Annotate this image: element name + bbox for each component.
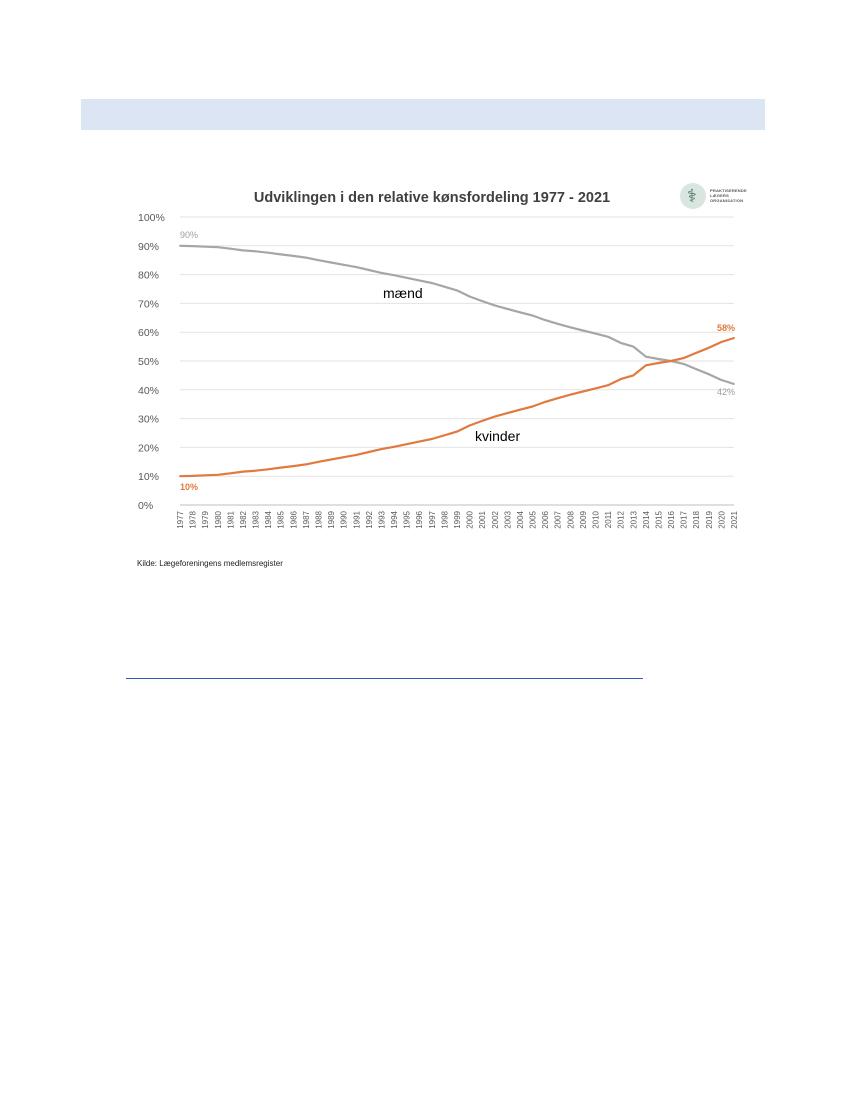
data-point	[204, 246, 206, 248]
data-point	[506, 308, 508, 310]
data-point	[255, 470, 257, 472]
x-tick-label: 2018	[692, 511, 702, 529]
data-point	[292, 465, 294, 467]
y-tick-label: 40%	[138, 384, 160, 397]
y-tick-label: 10%	[138, 471, 160, 484]
data-point	[267, 252, 269, 254]
x-tick-label: 1979	[201, 511, 211, 529]
x-tick-label: 2017	[679, 511, 689, 529]
data-point	[658, 358, 660, 360]
x-tick-label: 2011	[604, 511, 614, 529]
data-point	[620, 342, 622, 344]
x-tick-label: 1980	[213, 511, 223, 529]
data-point	[481, 420, 483, 422]
data-point	[607, 384, 609, 386]
data-point	[683, 363, 685, 365]
data-point	[456, 431, 458, 433]
data-point	[406, 277, 408, 279]
data-point	[645, 356, 647, 358]
data-point	[721, 341, 723, 343]
data-point	[292, 255, 294, 257]
data-point	[393, 446, 395, 448]
x-tick-label: 1994	[390, 511, 400, 529]
x-tick-label: 1999	[453, 511, 462, 529]
x-tick-label: 2012	[616, 511, 626, 529]
data-point	[318, 461, 320, 463]
data-point	[658, 362, 660, 364]
data-point	[469, 296, 471, 298]
hyperlink-underline	[126, 678, 643, 679]
x-tick-label: 2007	[553, 511, 563, 529]
data-point	[582, 330, 584, 332]
data-point	[708, 373, 710, 375]
chart-title: Udviklingen i den relative kønsfordeling 1977 - 2021	[253, 190, 611, 206]
x-tick-label: 2021	[730, 511, 739, 529]
data-point	[418, 441, 420, 443]
x-tick-label: 2013	[629, 511, 639, 529]
data-point	[242, 471, 244, 473]
data-point	[179, 245, 181, 247]
data-point	[393, 274, 395, 276]
x-tick-label: 2016	[667, 511, 677, 529]
data-point	[229, 472, 231, 474]
start-label-maend: 90%	[180, 229, 199, 240]
data-point	[406, 443, 408, 445]
data-point	[343, 264, 345, 266]
x-tick-label: 2003	[503, 511, 513, 529]
data-point	[229, 248, 231, 250]
data-point	[733, 337, 735, 339]
annotation-kvinder: kvinder	[475, 428, 521, 444]
y-tick-label: 20%	[138, 442, 160, 455]
x-tick-label: 1978	[188, 511, 198, 529]
y-tick-label: 80%	[138, 269, 160, 282]
data-point	[444, 434, 446, 436]
data-point	[469, 425, 471, 427]
data-point	[494, 305, 496, 307]
data-point	[532, 406, 534, 408]
data-point	[595, 333, 597, 335]
data-point	[217, 246, 219, 248]
data-point	[582, 391, 584, 393]
x-tick-label: 1983	[251, 511, 261, 529]
data-point	[670, 360, 672, 362]
x-tick-label: 1993	[377, 511, 387, 529]
x-tick-label: 2001	[478, 511, 488, 529]
data-point	[557, 397, 559, 399]
data-point	[683, 357, 685, 359]
x-tick-label: 1995	[402, 511, 412, 529]
x-tick-label: 2020	[717, 511, 727, 529]
x-tick-label: 1985	[276, 511, 286, 529]
x-tick-label: 2005	[528, 511, 538, 529]
data-point	[519, 311, 521, 313]
data-point	[368, 451, 370, 453]
x-tick-label: 1990	[339, 511, 349, 529]
data-point	[368, 269, 370, 271]
data-point	[418, 279, 420, 281]
x-tick-label: 1987	[301, 511, 311, 529]
data-point	[280, 254, 282, 256]
data-point	[481, 300, 483, 302]
x-tick-label: 1981	[226, 511, 236, 529]
x-tick-label: 2010	[591, 511, 601, 529]
data-point	[381, 448, 383, 450]
x-tick-label: 1997	[427, 511, 437, 529]
x-tick-label: 1977	[176, 511, 185, 529]
data-point	[607, 336, 609, 338]
chart-container	[118, 172, 748, 582]
data-point	[519, 409, 521, 411]
data-point	[708, 347, 710, 349]
annotation-maend: mænd	[383, 285, 423, 301]
x-tick-label: 2014	[641, 511, 651, 529]
x-tick-label: 1984	[264, 511, 274, 529]
data-point	[381, 272, 383, 274]
data-point	[355, 266, 357, 268]
y-tick-label: 60%	[138, 327, 160, 340]
data-point	[506, 412, 508, 414]
x-tick-label: 1992	[364, 511, 374, 529]
x-tick-label: 1986	[289, 511, 299, 529]
data-point	[494, 416, 496, 418]
x-tick-label: 1996	[415, 511, 425, 529]
y-tick-label: 70%	[138, 298, 160, 311]
x-tick-label: 1988	[314, 511, 324, 529]
data-point	[444, 286, 446, 288]
data-point	[544, 401, 546, 403]
data-point	[330, 262, 332, 264]
y-tick-label: 30%	[138, 413, 160, 426]
source-note: Kilde: Lægeforeningens medlemsregister	[137, 559, 283, 568]
x-tick-label: 2006	[541, 511, 551, 529]
x-tick-label: 2000	[465, 511, 475, 529]
x-tick-label: 2009	[578, 511, 588, 529]
data-point	[255, 250, 257, 252]
data-point	[620, 378, 622, 380]
data-point	[721, 379, 723, 381]
data-point	[431, 282, 433, 284]
data-point	[192, 475, 194, 477]
x-tick-label: 2008	[566, 511, 576, 529]
data-point	[431, 438, 433, 440]
data-point	[557, 323, 559, 325]
data-point	[595, 387, 597, 389]
y-tick-label: 0%	[138, 500, 154, 512]
data-point	[280, 467, 282, 469]
line-chart	[118, 172, 748, 582]
logo-text: PRAKTISERENDE LÆGERS ORGANISATION	[710, 188, 747, 203]
end-label-maend: 42%	[716, 387, 735, 398]
data-point	[733, 383, 735, 385]
y-tick-label: 100%	[138, 212, 165, 224]
x-tick-label: 2002	[490, 511, 500, 529]
data-point	[318, 259, 320, 261]
y-tick-label: 90%	[138, 240, 160, 253]
x-tick-label: 1991	[352, 511, 362, 529]
data-point	[355, 454, 357, 456]
data-point	[695, 368, 697, 370]
x-tick-label: 1989	[327, 511, 337, 529]
x-tick-label: 2004	[515, 511, 525, 529]
data-point	[569, 326, 571, 328]
x-tick-label: 2015	[654, 511, 664, 529]
data-point	[532, 315, 534, 317]
organization-logo	[680, 183, 747, 211]
y-tick-label: 50%	[138, 356, 160, 368]
data-point	[305, 463, 307, 465]
end-label-kvinder: 58%	[716, 322, 735, 333]
data-point	[179, 475, 181, 477]
start-label-kvinder: 10%	[180, 482, 199, 493]
caduceus-icon: ⚕	[687, 186, 697, 206]
data-point	[204, 474, 206, 476]
data-point	[632, 375, 634, 377]
data-point	[242, 250, 244, 252]
data-point	[192, 245, 194, 247]
x-tick-label: 1998	[440, 511, 450, 529]
data-point	[695, 352, 697, 354]
header-band	[81, 99, 765, 130]
data-point	[217, 474, 219, 476]
x-tick-label: 1982	[238, 511, 248, 529]
data-point	[569, 394, 571, 396]
x-tick-label: 2019	[704, 511, 714, 529]
data-point	[645, 364, 647, 366]
data-point	[456, 290, 458, 292]
data-point	[330, 459, 332, 461]
data-point	[544, 319, 546, 321]
data-point	[343, 456, 345, 458]
data-point	[267, 468, 269, 470]
data-point	[305, 257, 307, 259]
data-point	[632, 346, 634, 348]
